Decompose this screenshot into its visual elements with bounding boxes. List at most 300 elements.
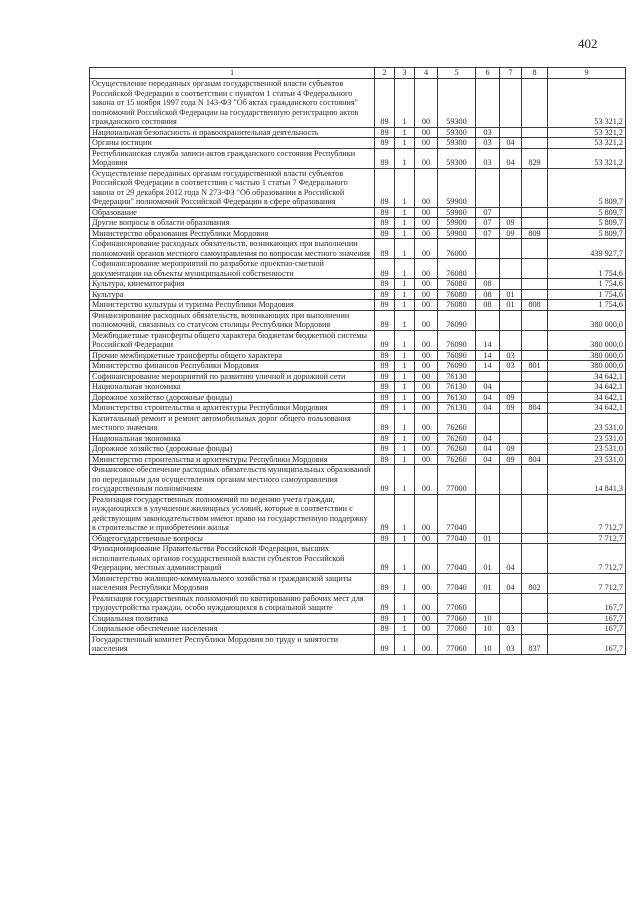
subsection-code: [500, 168, 522, 207]
ministry-code: 804: [522, 454, 548, 465]
row-name: Национальная безопасность и правоохранительная деятельность: [90, 127, 375, 138]
table-row: [90, 465, 626, 495]
code-col-5: 59900: [438, 168, 476, 207]
code-col-2: 89: [375, 168, 395, 207]
code-col-5: 76260: [438, 433, 476, 444]
code-col-2: 89: [375, 494, 395, 533]
table-row: [90, 454, 626, 465]
code-col-5: 77060: [438, 634, 476, 654]
code-col-3: 1: [395, 392, 415, 403]
row-name: Капитальный ремонт и ремонт автомобильных дорог общего пользования местного значения: [90, 413, 375, 433]
code-col-4: 00: [415, 289, 438, 300]
column-header: 1: [90, 68, 375, 79]
row-name: Республиканская служба записи актов гражданского состояния Республики Мордовия: [90, 148, 375, 168]
code-col-3: 1: [395, 413, 415, 433]
code-col-5: 76130: [438, 382, 476, 393]
subsection-code: 09: [500, 403, 522, 414]
code-col-4: 00: [415, 634, 438, 654]
row-name: Органы юстиции: [90, 138, 375, 149]
code-col-2: 89: [375, 289, 395, 300]
code-col-5: 77000: [438, 465, 476, 495]
subsection-code: 09: [500, 218, 522, 229]
code-col-4: 00: [415, 330, 438, 350]
code-col-5: 59900: [438, 207, 476, 218]
row-name: Министерство жилищно-коммунального хозяйства и гражданской защиты населения Республики Мордовия: [90, 573, 375, 593]
code-col-5: 76260: [438, 444, 476, 455]
ministry-code: [522, 593, 548, 613]
code-col-4: 00: [415, 533, 438, 544]
table-row: [90, 279, 626, 290]
code-col-3: 1: [395, 544, 415, 574]
code-col-5: 76090: [438, 350, 476, 361]
table-row: [90, 330, 626, 350]
subsection-code: 04: [500, 148, 522, 168]
column-header: 3: [395, 68, 415, 79]
code-col-3: 1: [395, 593, 415, 613]
code-col-2: 89: [375, 361, 395, 372]
code-col-3: 1: [395, 361, 415, 372]
row-amount: 5 809,7: [548, 228, 626, 239]
table-row: [90, 259, 626, 279]
table-row: [90, 361, 626, 372]
row-name: Осуществление переданных органам государственной власти субъектов Российской Федерации в соответствии с частью 1 статьи 7 Федерального закона от 29 декабря 2012 года N 273-ФЗ "Об образовании в Российской Федерации" полномочий Российской Федерации в сфере образования: [90, 168, 375, 207]
code-col-4: 00: [415, 613, 438, 624]
column-header: 5: [438, 68, 476, 79]
code-col-4: 00: [415, 239, 438, 259]
section-code: 07: [476, 218, 500, 229]
table-row: [90, 371, 626, 382]
code-col-5: 76090: [438, 330, 476, 350]
section-code: 04: [476, 444, 500, 455]
code-col-3: 1: [395, 382, 415, 393]
column-header: 9: [548, 68, 626, 79]
section-code: 14: [476, 330, 500, 350]
row-name: Прочие межбюджетные трансферты общего характера: [90, 350, 375, 361]
row-name: Реализация государственных полномочий по ведению учета граждан, нуждающихся в улучшении жилищных условий, которые в соответствии с действующим законодательством имеют право на государственную поддержку в строительстве и приобретении жилья: [90, 494, 375, 533]
code-col-5: 76090: [438, 361, 476, 372]
code-col-3: 1: [395, 444, 415, 455]
code-col-4: 00: [415, 371, 438, 382]
subsection-code: [500, 207, 522, 218]
row-amount: 380 000,0: [548, 361, 626, 372]
section-code: 10: [476, 624, 500, 635]
table-row: [90, 127, 626, 138]
section-code: 10: [476, 613, 500, 624]
row-amount: 5 809,7: [548, 207, 626, 218]
code-col-3: 1: [395, 613, 415, 624]
row-name: Реализация государственных полномочий по квотированию рабочих мест для трудоустройства граждан, особо нуждающихся в социальной защите: [90, 593, 375, 613]
subsection-code: [500, 433, 522, 444]
code-col-2: 89: [375, 382, 395, 393]
code-col-4: 00: [415, 207, 438, 218]
row-name: Софинансирование мероприятий по разработке проектно-сметной документации на объекты муниципальной собственности: [90, 259, 375, 279]
code-col-4: 00: [415, 279, 438, 290]
row-amount: 380 000,0: [548, 310, 626, 330]
table-row: [90, 624, 626, 635]
section-code: 04: [476, 433, 500, 444]
ministry-code: [522, 533, 548, 544]
subsection-code: [500, 413, 522, 433]
section-code: [476, 310, 500, 330]
code-col-4: 00: [415, 228, 438, 239]
table-row: [90, 207, 626, 218]
row-amount: 167,7: [548, 634, 626, 654]
subsection-code: 09: [500, 454, 522, 465]
code-col-5: 59300: [438, 138, 476, 149]
ministry-code: [522, 138, 548, 149]
row-amount: 23 531,0: [548, 454, 626, 465]
row-name: Министерство культуры и туризма Республики Мордовия: [90, 300, 375, 311]
code-col-3: 1: [395, 300, 415, 311]
code-col-2: 89: [375, 127, 395, 138]
column-header: 2: [375, 68, 395, 79]
code-col-4: 00: [415, 624, 438, 635]
subsection-code: [500, 330, 522, 350]
code-col-4: 00: [415, 444, 438, 455]
code-col-2: 89: [375, 310, 395, 330]
subsection-code: 01: [500, 289, 522, 300]
subsection-code: [500, 79, 522, 128]
code-col-5: 76000: [438, 239, 476, 259]
table-header-row: [90, 68, 626, 79]
code-col-3: 1: [395, 207, 415, 218]
section-code: 03: [476, 127, 500, 138]
table-row: [90, 533, 626, 544]
table-row: [90, 239, 626, 259]
ministry-code: [522, 279, 548, 290]
row-amount: 23 531,0: [548, 433, 626, 444]
row-name: Культура: [90, 289, 375, 300]
section-code: 07: [476, 228, 500, 239]
section-code: 08: [476, 300, 500, 311]
code-col-3: 1: [395, 138, 415, 149]
section-code: 04: [476, 392, 500, 403]
code-col-2: 89: [375, 465, 395, 495]
code-col-4: 00: [415, 79, 438, 128]
section-code: 14: [476, 350, 500, 361]
code-col-2: 89: [375, 259, 395, 279]
ministry-code: [522, 613, 548, 624]
row-amount: 34 642,1: [548, 403, 626, 414]
ministry-code: 808: [522, 300, 548, 311]
code-col-2: 89: [375, 533, 395, 544]
ministry-code: 837: [522, 634, 548, 654]
code-col-3: 1: [395, 127, 415, 138]
code-col-5: 59900: [438, 218, 476, 229]
table-row: [90, 573, 626, 593]
code-col-3: 1: [395, 403, 415, 414]
table-row: [90, 403, 626, 414]
row-amount: 34 642,1: [548, 382, 626, 393]
code-col-3: 1: [395, 573, 415, 593]
ministry-code: 802: [522, 573, 548, 593]
row-amount: 53 321,2: [548, 138, 626, 149]
code-col-2: 89: [375, 634, 395, 654]
section-code: 01: [476, 533, 500, 544]
row-amount: 5 809,7: [548, 218, 626, 229]
code-col-5: 59900: [438, 228, 476, 239]
ministry-code: [522, 168, 548, 207]
section-code: [476, 465, 500, 495]
code-col-3: 1: [395, 259, 415, 279]
row-name: Дорожное хозяйство (дорожные фонды): [90, 392, 375, 403]
subsection-code: [500, 533, 522, 544]
subsection-code: 03: [500, 361, 522, 372]
ministry-code: [522, 371, 548, 382]
table-row: [90, 79, 626, 128]
section-code: 03: [476, 148, 500, 168]
code-col-2: 89: [375, 573, 395, 593]
code-col-4: 00: [415, 544, 438, 574]
column-header: 8: [522, 68, 548, 79]
row-name: Осуществление переданных органам государственной власти субъектов Российской Федерации в соответствии с пунктом 1 статьи 4 Федерального закона от 15 ноября 1997 года N 143-ФЗ "Об актах гражданского состояния" полномочий Российской Федерации на государственную регистрацию актов гражданского состояния: [90, 79, 375, 128]
code-col-5: 76130: [438, 371, 476, 382]
row-amount: 53 321,2: [548, 79, 626, 128]
row-amount: 1 754,6: [548, 279, 626, 290]
ministry-code: [522, 207, 548, 218]
row-amount: 380 000,0: [548, 330, 626, 350]
row-name: Министерство строительства и архитектуры Республики Мордовия: [90, 454, 375, 465]
code-col-3: 1: [395, 433, 415, 444]
row-name: Социальное обеспечение населения: [90, 624, 375, 635]
table-row: [90, 138, 626, 149]
code-col-3: 1: [395, 279, 415, 290]
code-col-4: 00: [415, 350, 438, 361]
code-col-4: 00: [415, 361, 438, 372]
subsection-code: [500, 239, 522, 259]
code-col-3: 1: [395, 533, 415, 544]
code-col-5: 76080: [438, 289, 476, 300]
ministry-code: 809: [522, 228, 548, 239]
code-col-5: 76080: [438, 259, 476, 279]
table-row: [90, 634, 626, 654]
code-col-5: 77060: [438, 613, 476, 624]
row-name: Другие вопросы в области образования: [90, 218, 375, 229]
table-row: [90, 413, 626, 433]
code-col-3: 1: [395, 494, 415, 533]
code-col-2: 89: [375, 444, 395, 455]
budget-table: [89, 67, 626, 655]
table-row: [90, 310, 626, 330]
row-name: Министерство финансов Республики Мордовия: [90, 361, 375, 372]
page-number: 402: [578, 36, 598, 51]
table-row: [90, 218, 626, 229]
row-name: Финансирование расходных обязательств, возникающих при выполнении полномочий, связанных со статусом столицы Республики Мордовия: [90, 310, 375, 330]
subsection-code: [500, 593, 522, 613]
code-col-5: 59300: [438, 148, 476, 168]
table-row: [90, 444, 626, 455]
code-col-3: 1: [395, 310, 415, 330]
code-col-5: 77060: [438, 624, 476, 635]
ministry-code: 804: [522, 403, 548, 414]
row-amount: 1 754,6: [548, 259, 626, 279]
row-name: Государственный комитет Республики Мордовия по труду и занятости населения: [90, 634, 375, 654]
subsection-code: [500, 371, 522, 382]
subsection-code: [500, 494, 522, 533]
code-col-5: 77040: [438, 494, 476, 533]
column-header: 4: [415, 68, 438, 79]
section-code: 01: [476, 573, 500, 593]
code-col-3: 1: [395, 634, 415, 654]
row-name: Министерство строительства и архитектуры Республики Мордовия: [90, 403, 375, 414]
ministry-code: [522, 218, 548, 229]
row-amount: 5 809,7: [548, 168, 626, 207]
table-row: [90, 228, 626, 239]
table-row: [90, 382, 626, 393]
ministry-code: [522, 494, 548, 533]
code-col-3: 1: [395, 79, 415, 128]
ministry-code: [522, 289, 548, 300]
row-name: Социальная политика: [90, 613, 375, 624]
code-col-5: 77040: [438, 533, 476, 544]
ministry-code: [522, 544, 548, 574]
code-col-3: 1: [395, 624, 415, 635]
code-col-2: 89: [375, 148, 395, 168]
section-code: [476, 168, 500, 207]
code-col-4: 00: [415, 593, 438, 613]
code-col-5: 77040: [438, 573, 476, 593]
code-col-2: 89: [375, 392, 395, 403]
section-code: 07: [476, 207, 500, 218]
ministry-code: [522, 392, 548, 403]
subsection-code: [500, 310, 522, 330]
row-amount: 7 712,7: [548, 494, 626, 533]
subsection-code: 04: [500, 544, 522, 574]
code-col-3: 1: [395, 350, 415, 361]
subsection-code: 03: [500, 624, 522, 635]
code-col-2: 89: [375, 350, 395, 361]
row-name: Министерство образования Республики Мордовия: [90, 228, 375, 239]
table-row: [90, 148, 626, 168]
section-code: [476, 239, 500, 259]
row-name: Дорожное хозяйство (дорожные фонды): [90, 444, 375, 455]
code-col-2: 89: [375, 218, 395, 229]
row-amount: 167,7: [548, 613, 626, 624]
code-col-2: 89: [375, 454, 395, 465]
ministry-code: [522, 465, 548, 495]
section-code: 01: [476, 544, 500, 574]
code-col-2: 89: [375, 239, 395, 259]
row-amount: 34 642,1: [548, 371, 626, 382]
code-col-3: 1: [395, 330, 415, 350]
code-col-5: 77040: [438, 544, 476, 574]
section-code: [476, 494, 500, 533]
code-col-5: 76130: [438, 392, 476, 403]
ministry-code: [522, 239, 548, 259]
table-row: [90, 544, 626, 574]
ministry-code: [522, 624, 548, 635]
table-row: [90, 300, 626, 311]
row-amount: 1 754,6: [548, 300, 626, 311]
code-col-2: 89: [375, 613, 395, 624]
code-col-4: 00: [415, 433, 438, 444]
code-col-2: 89: [375, 371, 395, 382]
subsection-code: [500, 279, 522, 290]
section-code: 04: [476, 454, 500, 465]
row-name: Софинансирование мероприятий по развитию уличной и дорожной сети: [90, 371, 375, 382]
row-amount: 7 712,7: [548, 544, 626, 574]
subsection-code: 09: [500, 228, 522, 239]
code-col-4: 00: [415, 573, 438, 593]
section-code: 08: [476, 289, 500, 300]
code-col-4: 00: [415, 403, 438, 414]
code-col-2: 89: [375, 330, 395, 350]
section-code: [476, 371, 500, 382]
code-col-3: 1: [395, 289, 415, 300]
code-col-2: 89: [375, 433, 395, 444]
subsection-code: 03: [500, 634, 522, 654]
table-row: [90, 350, 626, 361]
code-col-5: 76130: [438, 403, 476, 414]
code-col-5: 77060: [438, 593, 476, 613]
ministry-code: [522, 413, 548, 433]
code-col-2: 89: [375, 207, 395, 218]
row-amount: 23 531,0: [548, 413, 626, 433]
subsection-code: [500, 465, 522, 495]
ministry-code: 801: [522, 361, 548, 372]
column-header: 6: [476, 68, 500, 79]
code-col-4: 00: [415, 218, 438, 229]
section-code: 03: [476, 138, 500, 149]
section-code: 10: [476, 634, 500, 654]
table-row: [90, 168, 626, 207]
code-col-2: 89: [375, 300, 395, 311]
subsection-code: 09: [500, 444, 522, 455]
code-col-3: 1: [395, 168, 415, 207]
code-col-4: 00: [415, 310, 438, 330]
row-name: Образование: [90, 207, 375, 218]
ministry-code: [522, 127, 548, 138]
subsection-code: 09: [500, 392, 522, 403]
code-col-4: 00: [415, 138, 438, 149]
subsection-code: [500, 127, 522, 138]
code-col-4: 00: [415, 168, 438, 207]
code-col-4: 00: [415, 148, 438, 168]
code-col-5: 59300: [438, 127, 476, 138]
ministry-code: [522, 79, 548, 128]
section-code: [476, 79, 500, 128]
code-col-3: 1: [395, 148, 415, 168]
code-col-2: 89: [375, 403, 395, 414]
table-row: [90, 613, 626, 624]
column-header: 7: [500, 68, 522, 79]
subsection-code: 01: [500, 300, 522, 311]
section-code: [476, 413, 500, 433]
table-row: [90, 593, 626, 613]
code-col-4: 00: [415, 127, 438, 138]
row-amount: 53 321,2: [548, 148, 626, 168]
row-amount: 167,7: [548, 624, 626, 635]
subsection-code: [500, 382, 522, 393]
row-amount: 14 841,3: [548, 465, 626, 495]
row-amount: 380 000,0: [548, 350, 626, 361]
row-amount: 167,7: [548, 593, 626, 613]
code-col-3: 1: [395, 218, 415, 229]
code-col-3: 1: [395, 228, 415, 239]
code-col-3: 1: [395, 465, 415, 495]
section-code: 08: [476, 279, 500, 290]
section-code: [476, 593, 500, 613]
ministry-code: [522, 330, 548, 350]
row-amount: 23 531,0: [548, 444, 626, 455]
code-col-4: 00: [415, 454, 438, 465]
code-col-2: 89: [375, 79, 395, 128]
code-col-4: 00: [415, 465, 438, 495]
ministry-code: [522, 259, 548, 279]
code-col-2: 89: [375, 228, 395, 239]
row-name: Финансовое обеспечение расходных обязательств муниципальных образований по переданным для осуществления органам местного самоуправления государственным полномочиям: [90, 465, 375, 495]
code-col-4: 00: [415, 392, 438, 403]
